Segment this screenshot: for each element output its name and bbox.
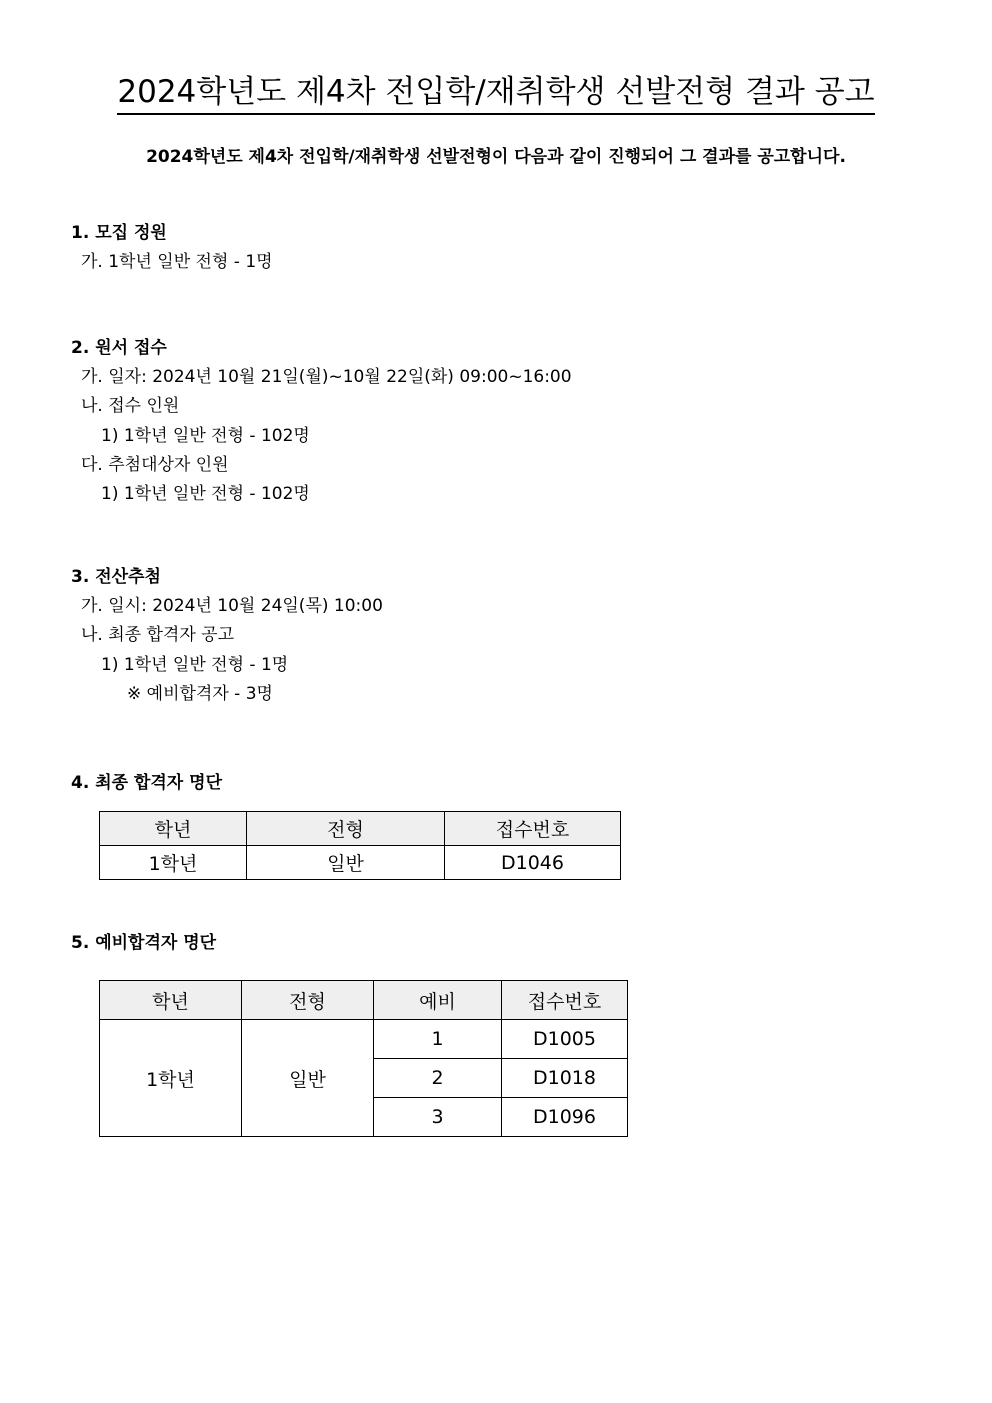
section-heading-2: 2. 원서 접수	[71, 338, 167, 358]
header-application-number: 접수번호	[445, 812, 621, 846]
header-grade: 학년	[100, 981, 242, 1020]
cell-application-number: D1046	[445, 846, 621, 880]
header-reserve-rank: 예비	[374, 981, 502, 1020]
section-heading-5: 5. 예비합격자 명단	[71, 933, 217, 953]
cell-reserve-rank: 3	[374, 1098, 502, 1137]
section-3-line-4: ※ 예비합격자 - 3명	[127, 684, 273, 704]
section-2-line-3: 1) 1학년 일반 전형 - 102명	[101, 426, 310, 446]
table-header-row	[100, 981, 628, 1020]
section-3-line-2: 나. 최종 합격자 공고	[81, 625, 234, 645]
header-track: 전형	[247, 812, 445, 846]
cell-application-number: D1096	[502, 1098, 628, 1137]
cell-reserve-rank: 1	[374, 1020, 502, 1059]
reserve-admission-table	[99, 980, 628, 1137]
section-heading-4: 4. 최종 합격자 명단	[71, 773, 222, 793]
section-2-line-5: 1) 1학년 일반 전형 - 102명	[101, 484, 310, 504]
cell-reserve-rank: 2	[374, 1059, 502, 1098]
table-header-row	[100, 812, 621, 846]
document-title-text: 2024학년도 제4차 전입학/재취학생 선발전형 결과 공고	[117, 74, 874, 115]
section-2-line-1: 가. 일자: 2024년 10월 21일(월)~10월 22일(화) 09:00~16:00	[81, 367, 572, 387]
section-3-line-1: 가. 일시: 2024년 10월 24일(목) 10:00	[81, 596, 383, 616]
header-application-number: 접수번호	[502, 981, 628, 1020]
intro-text: 2024학년도 제4차 전입학/재취학생 선발전형이 다음과 같이 진행되어 그 결과를 공고합니다.	[146, 147, 846, 167]
header-grade: 학년	[100, 812, 247, 846]
cell-application-number: D1018	[502, 1059, 628, 1098]
final-admission-table	[99, 811, 621, 880]
section-2-line-2: 나. 접수 인원	[81, 396, 180, 416]
section-1-line-1: 가. 1학년 일반 전형 - 1명	[81, 252, 273, 272]
cell-application-number: D1005	[502, 1020, 628, 1059]
cell-track: 일반	[247, 846, 445, 880]
cell-grade: 1학년	[100, 846, 247, 880]
header-track: 전형	[242, 981, 374, 1020]
cell-grade: 1학년	[100, 1020, 242, 1137]
section-heading-3: 3. 전산추첨	[71, 567, 161, 587]
table-row	[100, 1020, 628, 1059]
section-heading-1: 1. 모집 정원	[71, 223, 167, 243]
cell-track: 일반	[242, 1020, 374, 1137]
table-row	[100, 846, 621, 880]
section-2-line-4: 다. 추첨대상자 인원	[81, 455, 229, 475]
document-title	[0, 66, 992, 111]
section-3-line-3: 1) 1학년 일반 전형 - 1명	[101, 655, 289, 675]
